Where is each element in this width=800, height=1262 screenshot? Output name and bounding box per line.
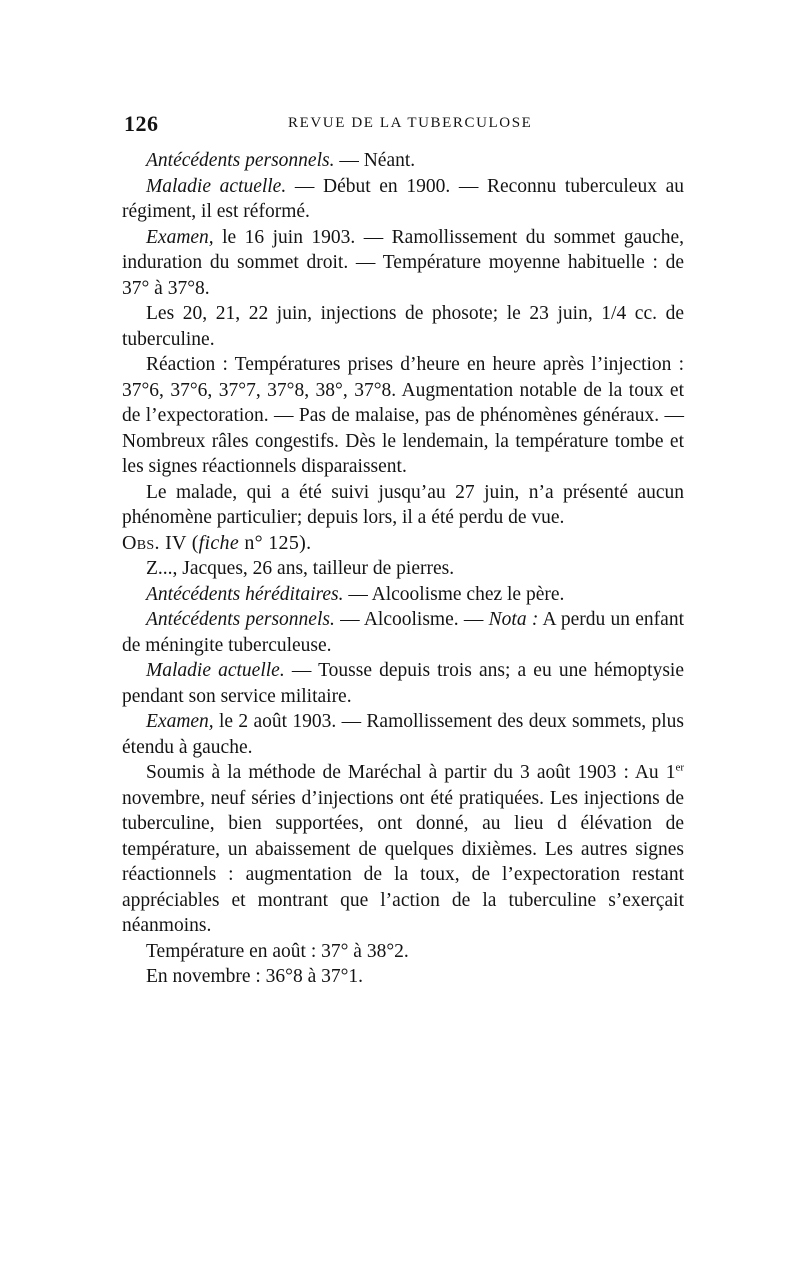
reaction-paragraph: Réaction : Températures prises d’heure en heure après l’injection : 37°6, 37°6, 37°7, 37°8, 38°, 37°8. Augmentation notable de la toux et de l’expectoration. — Pas de malaise, pas de phénomènes généraux. — Nombreux râles congestifs. Dès le lendemain, la température tombe et les signes réactionnels disparaissent. [122, 354, 684, 477]
personnels-text: — Alcoolisme. — [334, 609, 489, 630]
observation-title-prefix: Obs. IV ( [122, 531, 199, 554]
maladie-actuelle-paragraph [122, 658, 684, 709]
maladie-label: Maladie actuelle. [146, 175, 287, 197]
soumis-text-2: novembre, neuf séries d’injections ont été pratiquées. Les injections de tuberculine, bien supportées, ont donné, au lieu d élévation de température, un abaissement de quelques dixièmes. Les autres signes réactionnels : augmentation de la toux, de l’expectoration restant appréciables et montrant que l’action de la tuberculine s’exerçait néanmoins. [122, 787, 684, 936]
antecedents-label: Antécédents personnels. [146, 150, 335, 171]
soumis-superscript: er [675, 761, 684, 774]
suivi-paragraph: Le malade, qui a été suivi jusqu’au 27 juin, n’a présenté aucun phénomène particulier; depuis lors, il a été perdu de vue. [122, 481, 684, 528]
personnels-label: Antécédents personnels. [146, 609, 335, 630]
running-title: REVUE DE LA TUBERCULOSE [288, 115, 533, 131]
maladie-paragraph [122, 174, 684, 225]
page-number: 126 [124, 111, 159, 136]
observation-heading [122, 531, 684, 557]
examen-paragraph [122, 225, 684, 302]
maladie-actuelle-label: Maladie actuelle. [146, 660, 285, 681]
nota-label: Nota : [488, 609, 539, 630]
antecedents-paragraph [122, 148, 684, 174]
hereditaires-paragraph [122, 582, 684, 608]
soumis-text-1: Soumis à la méthode de Maréchal à partir du 3 août 1903 : Au 1 [146, 762, 676, 783]
maladie-actuelle-text: — Tousse depuis trois ans; a eu une hémoptysie pendant son service militaire. [122, 660, 685, 707]
temperature-aout: Température en août : 37° à 38°2. [146, 940, 409, 962]
examen-obs-text: le 2 août 1903. — Ramollissement des deux sommets, plus étendu à gauche. [122, 711, 684, 758]
personnels-paragraph [122, 607, 684, 658]
soumis-paragraph [122, 760, 684, 939]
examen-obs-paragraph [122, 709, 684, 760]
examen-text: le 16 juin 1903. — Ramollissement du sommet gauche, induration du sommet droit. — Température moyenne habituelle : de 37° à 37°8. [122, 226, 684, 299]
maladie-text: — Début en 1900. — Reconnu tuberculeux au régiment, il est réformé. [122, 175, 685, 222]
page-body [122, 148, 684, 990]
examen-label: Examen, [146, 226, 214, 248]
nota-text: A perdu un enfant de méningite tuberculeuse. [122, 609, 685, 656]
hereditaires-text: — Alcoolisme chez le père. [343, 583, 565, 605]
patient-paragraph: Z..., Jacques, 26 ans, tailleur de pierres. [146, 558, 455, 579]
page-header [0, 111, 800, 141]
observation-fiche: fiche [198, 531, 240, 554]
observation-title-suffix: n° 125). [239, 531, 312, 554]
hereditaires-label: Antécédents héréditaires. [146, 583, 344, 605]
antecedents-text: — Néant. [334, 150, 416, 171]
injections-paragraph: Les 20, 21, 22 juin, injections de phosote; le 23 juin, 1/4 cc. de tuberculine. [122, 303, 684, 350]
temperature-novembre: En novembre : 36°8 à 37°1. [146, 966, 364, 987]
examen-obs-label: Examen, [146, 711, 214, 732]
